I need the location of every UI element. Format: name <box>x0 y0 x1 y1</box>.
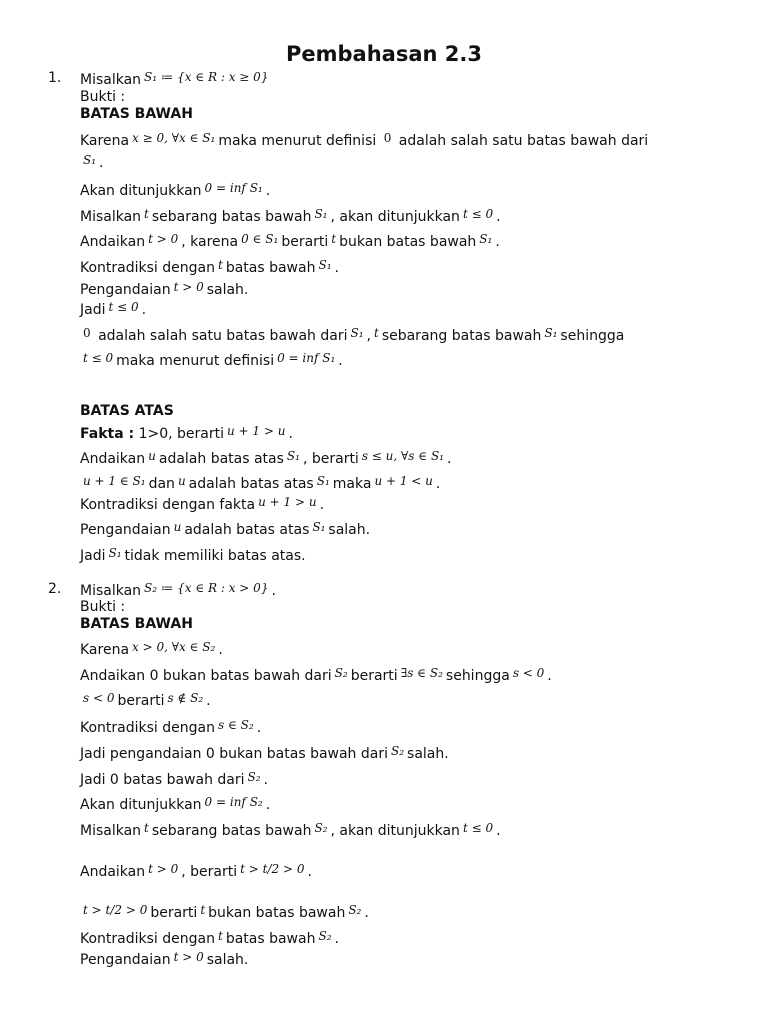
text-fragment: adalah salah satu batas bawah dari <box>394 133 649 149</box>
math-expression: S₁ <box>316 474 330 488</box>
text-fragment: batas bawah <box>225 931 316 947</box>
text-fragment: BATAS ATAS <box>80 403 174 419</box>
math-expression: S₂ <box>314 821 328 835</box>
text-line <box>80 232 500 250</box>
math-expression: s ∈ S₂ <box>217 718 254 732</box>
math-expression: S₂ <box>391 744 405 758</box>
text-fragment: . <box>206 693 211 709</box>
text-fragment: . <box>256 720 262 736</box>
text-fragment: Pengandaian <box>80 952 171 968</box>
math-expression: t <box>217 258 223 272</box>
text-fragment: Andaikan <box>80 451 146 467</box>
text-line <box>80 258 339 276</box>
math-expression: t > 0 <box>173 280 204 294</box>
text-line <box>80 131 648 149</box>
text-line <box>80 862 312 880</box>
text-fragment: berarti <box>150 905 198 921</box>
math-expression: x > 0, ∀x ∈ S₂ <box>132 640 216 654</box>
math-expression: s < 0 <box>512 666 545 680</box>
text-fragment: adalah batas atas <box>188 476 314 492</box>
text-fragment: Misalkan <box>80 72 142 88</box>
text-fragment: . <box>141 302 147 318</box>
text-fragment: dan <box>148 476 175 492</box>
math-expression: t <box>373 326 379 340</box>
math-expression: t <box>144 821 149 835</box>
text-fragment: Karena <box>80 133 130 149</box>
text-fragment: Andaikan 0 bukan batas bawah dari <box>80 668 332 684</box>
math-expression: 0 = inf S₁ <box>277 351 336 365</box>
text-fragment: berarti <box>281 234 329 250</box>
text-fragment: BATAS BAWAH <box>80 106 193 122</box>
bold-label: Fakta : <box>80 426 135 442</box>
math-expression: t ≤ 0 <box>462 207 494 221</box>
text-fragment: Jadi 0 batas bawah dari <box>80 772 245 788</box>
math-expression: S₁ <box>108 546 122 560</box>
text-fragment: BATAS BAWAH <box>80 616 193 632</box>
text-fragment: berarti <box>350 668 398 684</box>
text-fragment: , karena <box>181 234 239 250</box>
text-line <box>80 326 624 344</box>
text-line <box>80 903 369 921</box>
math-expression: S₁ <box>314 207 328 221</box>
math-expression: s ≤ u, ∀s ∈ S₁ <box>361 449 444 463</box>
text-fragment: sebarang batas bawah <box>381 328 542 344</box>
text-fragment: . <box>271 583 276 599</box>
text-fragment: Kontradiksi dengan fakta <box>80 497 256 513</box>
text-fragment: . <box>99 155 104 171</box>
text-fragment: 1>0, berarti <box>134 426 224 442</box>
text-fragment: . <box>319 497 325 513</box>
text-fragment: bukan batas bawah <box>339 234 477 250</box>
text-fragment: , akan ditunjukkan <box>330 209 460 225</box>
text-fragment: . <box>334 931 339 947</box>
text-fragment: Kontradiksi dengan <box>80 720 215 736</box>
text-fragment: Pengandaian <box>80 282 171 298</box>
text-fragment: . <box>307 864 312 880</box>
math-expression: 0 ∈ S₁ <box>241 232 279 246</box>
text-line <box>80 520 370 538</box>
math-expression: S₂ <box>348 903 362 917</box>
math-expression: u + 1 > u <box>258 495 317 509</box>
text-fragment: . <box>263 772 268 788</box>
text-fragment: sehingga <box>445 668 510 684</box>
text-fragment: Misalkan <box>80 583 142 599</box>
text-fragment: salah. <box>328 522 371 538</box>
math-expression: u + 1 ∈ S₁ <box>83 474 146 488</box>
math-expression: S₁ <box>318 258 332 272</box>
text-fragment: Karena <box>80 642 130 658</box>
text-line <box>80 691 211 709</box>
text-fragment: Jadi <box>80 548 106 564</box>
text-line <box>80 950 248 968</box>
math-expression: S₂ <box>247 770 261 784</box>
text-fragment: Kontradiksi dengan <box>80 931 215 947</box>
text-fragment: . <box>265 797 271 813</box>
text-line <box>80 495 324 513</box>
math-expression: t > 0 <box>148 862 179 876</box>
math-expression: u <box>148 449 156 463</box>
text-fragment: adalah salah satu batas bawah dari <box>93 328 348 344</box>
text-fragment: Bukti : <box>80 89 126 105</box>
text-fragment: . <box>495 234 500 250</box>
text-line <box>80 718 261 736</box>
math-expression: t > 0 <box>173 950 204 964</box>
text-fragment: adalah batas atas <box>158 451 284 467</box>
text-line <box>80 424 293 442</box>
text-line <box>80 640 223 658</box>
text-line <box>80 153 103 171</box>
math-expression: t <box>217 929 223 943</box>
math-expression: 0 <box>383 131 392 145</box>
text-fragment: Jadi <box>80 302 106 318</box>
text-line <box>80 351 343 369</box>
math-expression: 0 <box>83 326 91 340</box>
text-fragment: maka <box>332 476 372 492</box>
text-fragment: tidak memiliki batas atas. <box>124 548 306 564</box>
text-fragment: Andaikan <box>80 864 146 880</box>
math-expression: t ≤ 0 <box>83 351 114 365</box>
math-expression: S₁ <box>479 232 493 246</box>
text-fragment: Akan ditunjukkan <box>80 183 202 199</box>
math-expression: u <box>173 520 182 534</box>
text-fragment: sehingga <box>560 328 625 344</box>
text-fragment: . <box>446 451 452 467</box>
text-fragment: batas bawah <box>225 260 316 276</box>
math-expression: u + 1 > u <box>227 424 286 438</box>
item-number-2: 2. <box>48 581 62 597</box>
text-line <box>80 300 146 318</box>
text-fragment: salah. <box>206 952 249 968</box>
math-expression: x ≥ 0, ∀x ∈ S₁ <box>132 131 216 145</box>
text-fragment: Jadi pengandaian 0 bukan batas bawah dari <box>80 746 388 762</box>
math-expression: S₁ <box>83 153 97 167</box>
text-fragment: sebarang batas bawah <box>151 209 312 225</box>
text-fragment: Akan ditunjukkan <box>80 797 202 813</box>
text-fragment: Bukti : <box>80 599 126 615</box>
text-fragment: Pengandaian <box>80 522 171 538</box>
math-expression: u <box>177 474 186 488</box>
text-fragment: , berarti <box>302 451 359 467</box>
text-line <box>80 89 125 105</box>
math-expression: t <box>144 207 149 221</box>
text-fragment: salah. <box>206 282 249 298</box>
math-expression: t > t/2 > 0 <box>240 862 305 876</box>
math-expression: S₁ <box>312 520 326 534</box>
math-expression: 0 = inf S₁ <box>204 181 263 195</box>
math-expression: S₁ ≔ {x ∈ R : x ≥ 0} <box>144 70 269 84</box>
text-fragment: . <box>547 668 552 684</box>
text-fragment: , berarti <box>181 864 238 880</box>
math-expression: s ∉ S₂ <box>167 691 204 705</box>
math-expression: S₁ <box>286 449 300 463</box>
math-expression: t > t/2 > 0 <box>83 903 148 917</box>
text-line <box>80 449 451 467</box>
section-heading <box>80 616 193 632</box>
section-heading <box>80 106 193 122</box>
item-number-1: 1. <box>48 70 62 86</box>
math-expression: 0 = inf S₂ <box>204 795 263 809</box>
text-line <box>80 795 270 813</box>
text-line <box>80 581 276 599</box>
text-line <box>80 474 440 492</box>
math-expression: S₁ <box>350 326 364 340</box>
math-expression: S₁ <box>544 326 558 340</box>
math-expression: s < 0 <box>83 691 115 705</box>
text-line <box>80 929 339 947</box>
text-fragment: . <box>364 905 369 921</box>
text-line <box>80 744 449 762</box>
text-line <box>80 546 306 564</box>
section-heading <box>80 403 174 419</box>
math-expression: t ≤ 0 <box>462 821 494 835</box>
text-fragment: . <box>265 183 271 199</box>
math-expression: S₂ ≔ {x ∈ R : x > 0} <box>144 581 269 595</box>
text-fragment: . <box>496 209 501 225</box>
text-line <box>80 821 501 839</box>
text-fragment: adalah batas atas <box>184 522 310 538</box>
math-expression: t > 0 <box>148 232 179 246</box>
text-line <box>80 207 501 225</box>
text-fragment: salah. <box>407 746 449 762</box>
math-expression: ∃s ∈ S₂ <box>400 666 443 680</box>
text-line <box>80 599 125 615</box>
math-expression: t <box>200 903 206 917</box>
math-expression: S₂ <box>334 666 348 680</box>
text-fragment: Misalkan <box>80 209 142 225</box>
text-fragment: , <box>366 328 371 344</box>
text-fragment: . <box>288 426 293 442</box>
text-fragment: . <box>496 823 501 839</box>
text-fragment: maka menurut definisi <box>218 133 381 149</box>
math-expression: t <box>331 232 337 246</box>
text-fragment: sebarang batas bawah <box>151 823 312 839</box>
text-line <box>80 280 248 298</box>
text-fragment: Kontradiksi dengan <box>80 260 215 276</box>
text-fragment: . <box>334 260 339 276</box>
text-line <box>80 770 268 788</box>
text-line <box>80 666 552 684</box>
text-fragment: , akan ditunjukkan <box>330 823 460 839</box>
text-fragment: . <box>218 642 223 658</box>
text-fragment: Andaikan <box>80 234 146 250</box>
text-fragment: berarti <box>117 693 165 709</box>
text-fragment: Misalkan <box>80 823 142 839</box>
math-expression: t ≤ 0 <box>108 300 139 314</box>
text-line <box>80 70 271 88</box>
text-line <box>80 181 270 199</box>
math-expression: u + 1 < u <box>374 474 433 488</box>
text-fragment: bukan batas bawah <box>208 905 346 921</box>
page-title: Pembahasan 2.3 <box>286 42 482 66</box>
text-fragment: . <box>435 476 441 492</box>
text-fragment: maka menurut definisi <box>116 353 275 369</box>
text-fragment: . <box>338 353 343 369</box>
math-expression: S₂ <box>318 929 332 943</box>
